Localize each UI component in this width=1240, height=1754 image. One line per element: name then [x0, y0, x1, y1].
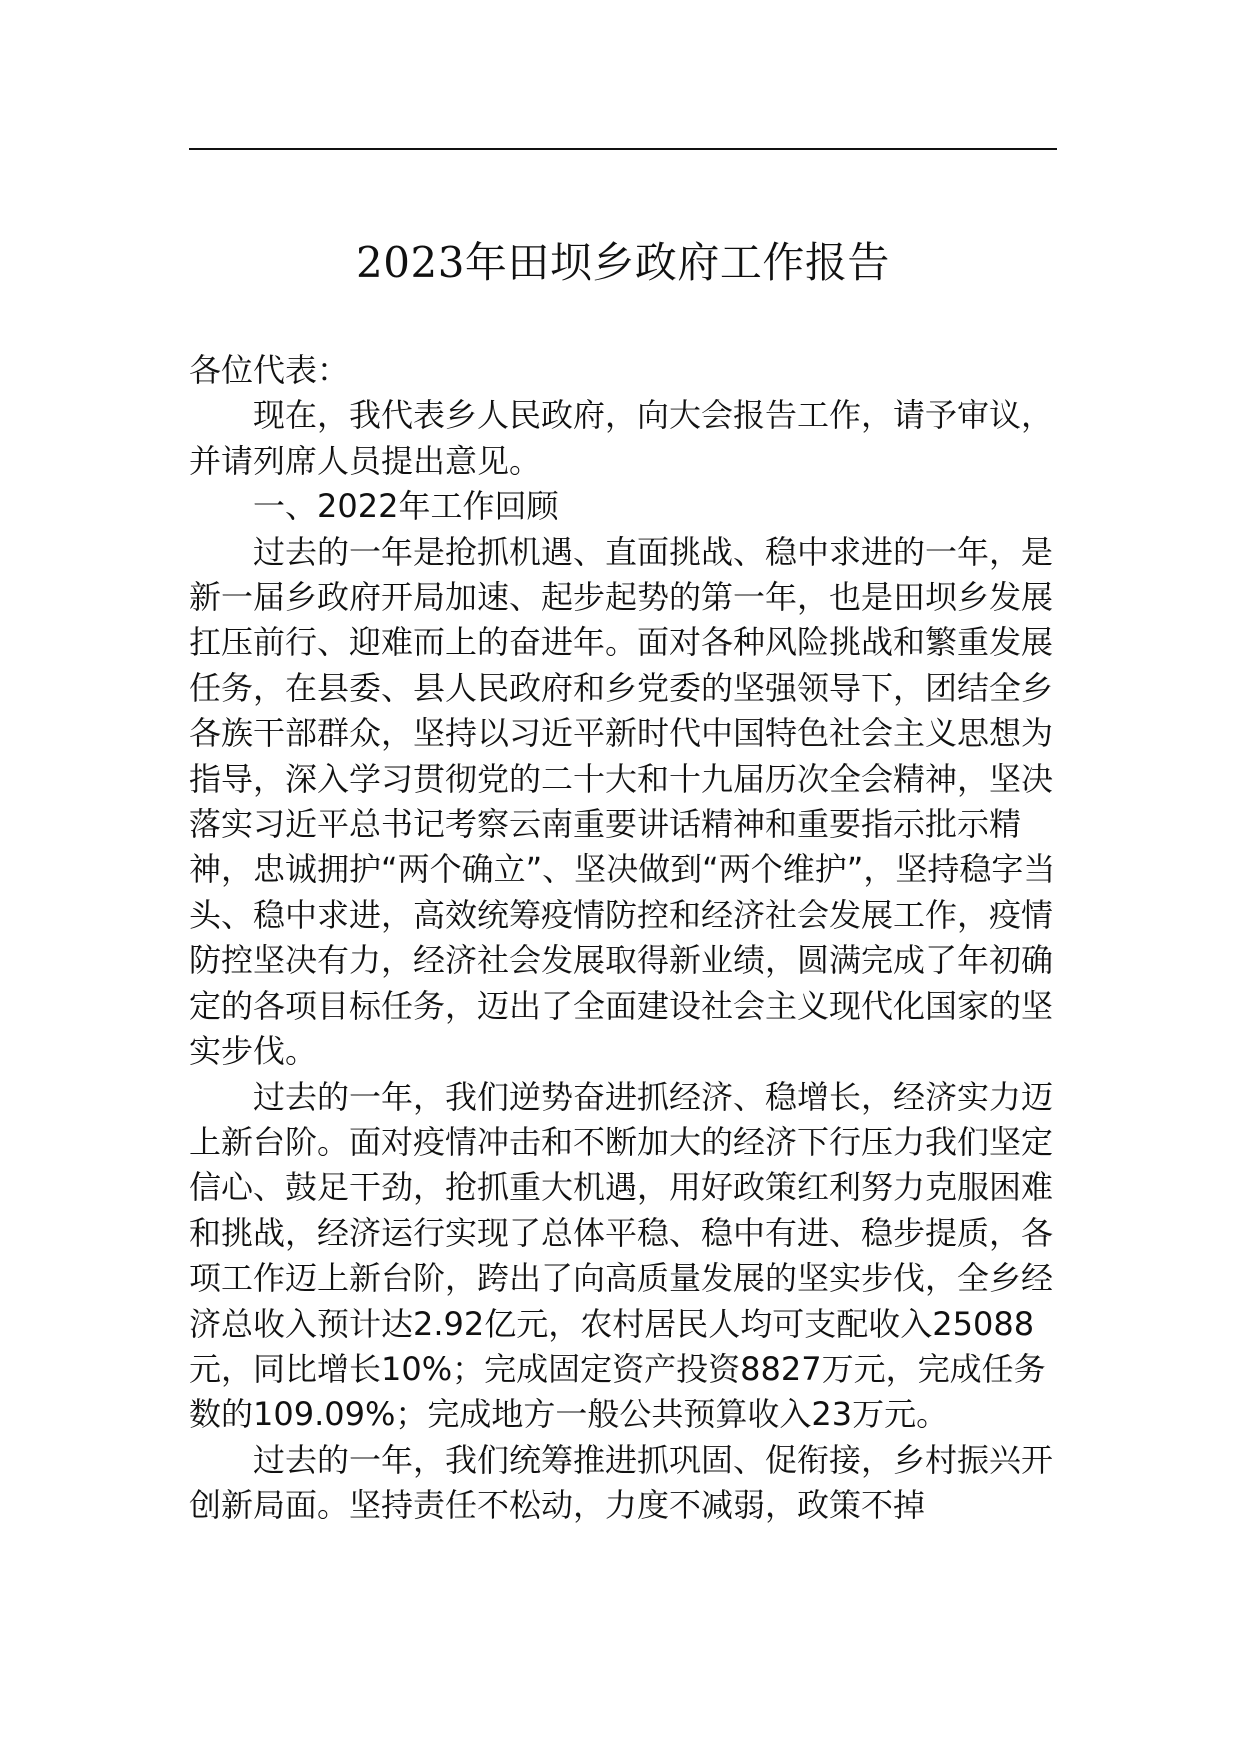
body-paragraph: 过去的一年是抢抓机遇、直面挑战、稳中求进的一年，是新一届乡政府开局加速、起步起势的第一年，也是田坝乡发展扛压前行、迎难而上的奋进年。面对各种风险挑战和繁重发展任务，在县委、县人民政府和乡党委的坚强领导下，团结全乡各族干部群众，坚持以习近平新时代中国特色社会主义思想为指导，深入学习贯彻党的二十大和十九届历次全会精神，坚决落实习近平总书记考察云南重要讲话精神和重要指示批示精神，忠诚拥护“两个确立”、坚决做到“两个维护”，坚持稳字当头、稳中求进，高效统筹疫情防控和经济社会发展工作，疫情防控坚决有力，经济社会发展取得新业绩，圆满完成了年初确定的各项目标任务，迈出了全面建设社会主义现代化国家的坚实步伐。	[189, 532, 1056, 1071]
section-heading: 一、2022年工作回顾	[253, 487, 559, 526]
document-body	[189, 348, 1057, 1529]
document-title: 2023年田坝乡政府工作报告	[356, 238, 890, 287]
body-paragraph: 过去的一年，我们统筹推进抓巩固、促衔接，乡村振兴开创新局面。坚持责任不松动，力度不减弱，政策不掉	[189, 1440, 1054, 1525]
opening-paragraph: 现在，我代表乡人民政府，向大会报告工作，请予审议，并请列席人员提出意见。	[189, 396, 1054, 480]
header-rule	[189, 148, 1057, 150]
body-paragraph: 过去的一年，我们逆势奋进抓经济、稳增长，经济实力迈上新台阶。面对疫情冲击和不断加大的经济下行压力我们坚定信心、鼓足干劲，抢抓重大机遇，用好政策红利努力克服困难和挑战，经济运行实现了总体平稳、稳中有进、稳步提质，各项工作迈上新台阶，跨出了向高质量发展的坚实步伐，全乡经济总收入预计达2.92亿元，农村居民人均可支配收入25088元，同比增长10%；完成固定资产投资8827万元，完成任务数的109.09%；完成地方一般公共预算收入23万元。	[189, 1077, 1054, 1434]
salutation: 各位代表：	[189, 351, 350, 389]
